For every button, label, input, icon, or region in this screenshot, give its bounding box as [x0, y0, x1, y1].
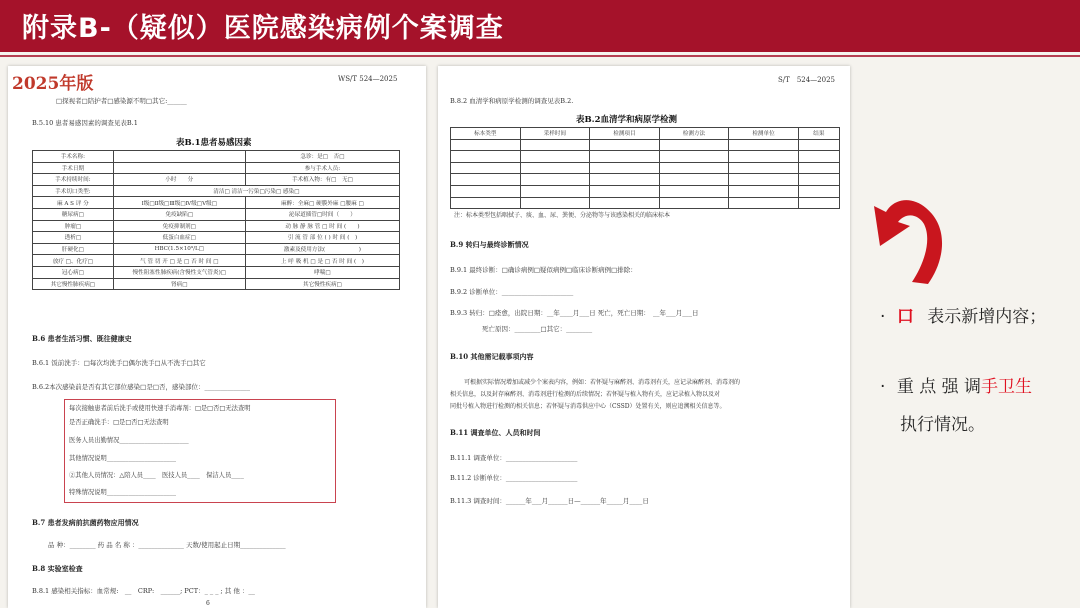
- table-cell: [590, 139, 660, 151]
- table-row: [33, 151, 400, 163]
- lab-test-table: [450, 127, 840, 209]
- table-cell: Ⅰ级□Ⅱ级□Ⅲ级□Ⅳ级□Ⅴ级□: [113, 197, 245, 209]
- table-row: [33, 208, 400, 220]
- section-b8: B.8 实验室检查: [32, 564, 83, 573]
- table-row: [451, 185, 840, 197]
- risk-factor-table: [32, 150, 400, 290]
- table-cell: [520, 174, 590, 186]
- red-line: 医务人员出勤情况______________________: [69, 437, 189, 444]
- table-cell: 肝硬化□: [33, 243, 114, 255]
- table-header-cell: 检测单位: [729, 128, 799, 140]
- table-cell: [590, 151, 660, 163]
- table-row: [451, 139, 840, 151]
- table-caption: 表B.1患者易感因素: [176, 138, 252, 148]
- table-cell: [798, 185, 839, 197]
- section-b111: B.11.1 调查单位：______________________: [450, 454, 578, 462]
- red-line: 是否正确洗手：□是□否□无法查明: [69, 419, 169, 426]
- section-b91: B.9.1 最终诊断：□确诊病例□疑似病例□临床诊断病例□排除：: [450, 266, 637, 274]
- table-cell: 哮喘□: [245, 266, 399, 278]
- table-cell: [451, 151, 521, 163]
- table-cell: [520, 139, 590, 151]
- section-b112: B.11.2 诊断单位：______________________: [450, 474, 578, 482]
- section-b82: B.8.2 血清学和病原学检测的调查见表B.2.: [450, 97, 574, 105]
- legend-text: 表示新增内容；: [927, 307, 1047, 327]
- section-b93-cause: 死亡原因：________□其它：________: [482, 325, 593, 333]
- title-banner: [0, 0, 1080, 52]
- document-page-left: [8, 66, 426, 608]
- b10-paragraph: 相关信息，以及封存麻醉剂、消毒剂进行检测的后续情况；若怀疑与植入物有关，应记录植入物以及对: [450, 391, 721, 398]
- annotation-panel: [856, 66, 1080, 608]
- new-content-marker: 口: [896, 307, 914, 327]
- b10-paragraph: 同批号植入物进行检测的相关信息；若怀疑与消毒供应中心（CSSD）处置有关，则应追溯相关信息等。: [450, 403, 726, 410]
- table-cell: [113, 151, 245, 163]
- table-cell: 手术切口类型:: [33, 185, 114, 197]
- table-cell: 激素及使用方法( ): [245, 243, 399, 255]
- table-cell: [798, 197, 839, 209]
- table-cell: 麻醉：全麻□ 硬膜外麻 □腰麻 □: [245, 197, 399, 209]
- table-cell: HBC(1.5×10⁹/L□: [113, 243, 245, 255]
- table-cell: [451, 139, 521, 151]
- table-cell: 其它慢性肺疾病□: [33, 278, 114, 290]
- table-cell: [798, 139, 839, 151]
- table-cell: [729, 197, 799, 209]
- divider: [0, 55, 1080, 57]
- table-cell: [520, 162, 590, 174]
- section-b9: B.9 转归与最终诊断情况: [450, 240, 529, 249]
- table-cell: 急诊：是□ 否□: [245, 151, 399, 163]
- table-header-cell: 标本类型: [451, 128, 521, 140]
- table-cell: 糖尿病□: [33, 208, 114, 220]
- table-cell: [520, 185, 590, 197]
- table-cell: [590, 162, 660, 174]
- table-row: [451, 197, 840, 209]
- table-row: [33, 232, 400, 244]
- section-b113: B.11.3 调查时间：______年___月______日—______年_____月____日: [450, 497, 649, 505]
- table-cell: [113, 162, 245, 174]
- table-cell: [729, 162, 799, 174]
- table-cell: [659, 139, 729, 151]
- red-line: 特殊情况说明______________________: [69, 489, 177, 496]
- table-cell: 气 管 切 开 □ 是 □ 否 时 间 □: [113, 255, 245, 267]
- red-line: 每次接触患者前后洗手或使用快速手消毒剂：□是□否□无法查明: [69, 405, 251, 412]
- table-row: [33, 243, 400, 255]
- section-b62: B.6.2本次感染前是否有其它部位感染□是□否，感染部位：______________: [32, 383, 250, 391]
- table-cell: [590, 185, 660, 197]
- table-cell: [451, 162, 521, 174]
- table-header-row: [451, 128, 840, 140]
- table-cell: 免疫抑制剂□: [113, 220, 245, 232]
- table-cell: 手术持续时间:: [33, 174, 114, 186]
- standard-number: S/T 524—2025: [778, 76, 835, 84]
- table-cell: [729, 174, 799, 186]
- table-cell: [729, 139, 799, 151]
- table-row: [451, 174, 840, 186]
- table-row: [33, 197, 400, 209]
- hand-hygiene-highlight: 手卫生: [981, 377, 1033, 397]
- version-label: 2025年版: [12, 74, 94, 94]
- table-header-cell: 结果: [798, 128, 839, 140]
- table-cell: 慢性阻塞性肺疾病(含慢性支气管炎)□: [113, 266, 245, 278]
- table-cell: 冠心病□: [33, 266, 114, 278]
- standard-number: WS/T 524—2025: [338, 75, 398, 83]
- bullet-dot: ·: [880, 377, 886, 397]
- section-b81: B.8.1 感染相关指标：血常规: __ CRP: ______; PCT：_ _ _ ; 其 他 ：__: [32, 587, 255, 595]
- b10-paragraph: 可根据实际情况增加或减少个案表内容，例如：若怀疑与麻醉剂、消毒剂有关，应记录麻醉剂、消毒剂的: [464, 379, 741, 386]
- table-row: [33, 266, 400, 278]
- table-cell: 肿瘤□: [33, 220, 114, 232]
- table-cell: 手术日期: [33, 162, 114, 174]
- new-content-highlight: [64, 399, 336, 503]
- table-header-cell: 检测方法: [659, 128, 729, 140]
- table-cell: 麻 A S 评 分: [33, 197, 114, 209]
- table-cell: 手术植入物：有□ 无□: [245, 174, 399, 186]
- table-cell: 上 呼 吸 机 □ 是 □ 否 时 间 ( ): [245, 255, 399, 267]
- table-header-cell: 检测项目: [590, 128, 660, 140]
- table-cell: 参与手术人员:: [245, 162, 399, 174]
- table-row: [33, 162, 400, 174]
- table-cell: [798, 162, 839, 174]
- table-row: [33, 278, 400, 290]
- table-row: [451, 162, 840, 174]
- section-b93: B.9.3 转归：□痊愈，出院日期：__年____月___日 死亡，死亡日期： __年___月___日: [450, 309, 699, 317]
- table-cell: [729, 185, 799, 197]
- table-cell: [590, 174, 660, 186]
- table-row: [33, 220, 400, 232]
- table-cell: 透析□: [33, 232, 114, 244]
- table-cell: [520, 151, 590, 163]
- table-row: [33, 174, 400, 186]
- table-note: 注：标本类型包括咽拭子、痰、血、尿、粪便、分泌物等与该感染相关的临床标本: [454, 212, 671, 219]
- section-b6: B.6 患者生活习惯、既往健康史: [32, 334, 132, 343]
- table-cell: 清洁□ 清洁一污染□污染□ 感染□: [113, 185, 399, 197]
- bullet-dot: ·: [880, 307, 886, 327]
- red-line: ②其他人员情况：△陪人员____ 医技人员____ 保洁人员____: [69, 472, 244, 479]
- table-cell: [451, 197, 521, 209]
- document-page-right: [438, 66, 850, 608]
- section-b7: B.7 患者发病前抗菌药物应用情况: [32, 518, 139, 527]
- table-cell: 低蛋白血症□: [113, 232, 245, 244]
- slide-title: 附录B-（疑似）医院感染病例个案调查: [22, 13, 504, 44]
- table-row: [33, 185, 400, 197]
- table-cell: [729, 151, 799, 163]
- section-b11: B.11 调查单位、人员和时间: [450, 428, 541, 437]
- table-cell: 肾病□: [113, 278, 245, 290]
- section-b92: B.9.2 诊断单位：______________________: [450, 288, 574, 296]
- table-cell: 放疗 □、化疗□: [33, 255, 114, 267]
- table-cell: 免疫缺陷□: [113, 208, 245, 220]
- table-cell: [798, 151, 839, 163]
- table-cell: [659, 185, 729, 197]
- table-cell: [520, 197, 590, 209]
- table-cell: [798, 174, 839, 186]
- table-row: [451, 151, 840, 163]
- table-cell: [659, 162, 729, 174]
- table-cell: [659, 174, 729, 186]
- source-options: □探视者□陪护者□感染源不明□其它:______: [56, 97, 187, 105]
- page-number: 6: [206, 600, 210, 607]
- table-caption: 表B.2血清学和病原学检测: [576, 115, 678, 125]
- emphasis-text-line2: 执行情况。: [900, 415, 985, 435]
- table-cell: 手术名称:: [33, 151, 114, 163]
- table-row: [33, 255, 400, 267]
- curved-arrow-icon: [866, 184, 956, 294]
- table-cell: [590, 197, 660, 209]
- table-cell: 小时 分: [113, 174, 245, 186]
- table-cell: 其它慢性疾病□: [245, 278, 399, 290]
- table-cell: 引 流 管 部 位 ( ) 时 间 ( ): [245, 232, 399, 244]
- section-b7-line: 品 种：________ 药 品 名 称 ：______________ 天数/使用起止日期______________: [48, 541, 286, 549]
- table-cell: [659, 197, 729, 209]
- table-header-cell: 采样时间: [520, 128, 590, 140]
- table-cell: [659, 151, 729, 163]
- red-line: 其他情况说明______________________: [69, 455, 177, 462]
- table-cell: [451, 174, 521, 186]
- section-b61: B.6.1 饭前洗手：□每次均洗手□偶尔洗手□从不洗手□其它: [32, 359, 206, 367]
- emphasis-text: 重 点 强 调: [896, 377, 982, 397]
- section-b10: B.10 其他需记载事项内容: [450, 352, 534, 361]
- table-cell: 泌尿道插管□时间（ ）: [245, 208, 399, 220]
- table-cell: [451, 185, 521, 197]
- section-b510: B.5.10 患者易感因素的调查见表B.1: [32, 119, 138, 127]
- table-cell: 动 脉 静 脉 管 □ 时 间 ( ): [245, 220, 399, 232]
